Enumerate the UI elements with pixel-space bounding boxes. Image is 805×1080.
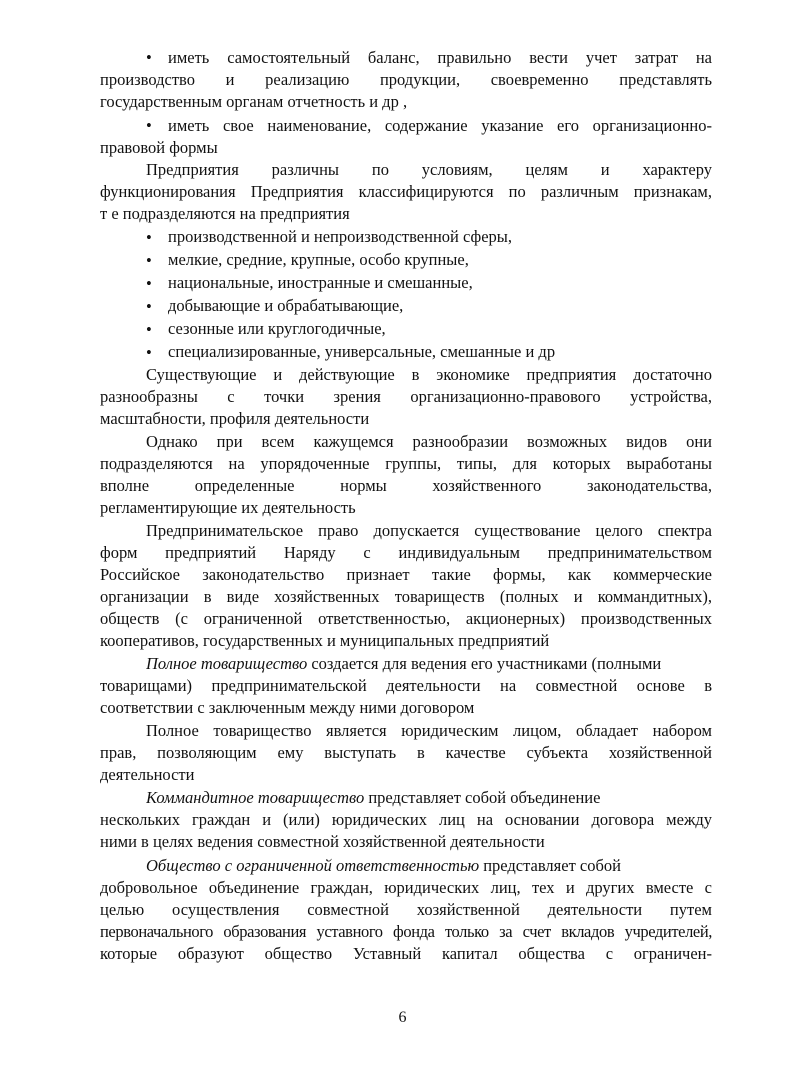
text-line: прав, позволяющим ему выступать в качестве субъекта хозяйственной bbox=[100, 743, 712, 762]
bullet-item bbox=[146, 272, 712, 294]
text-line: регламентирующие их деятельность bbox=[100, 498, 356, 517]
text-line: товарищами) предпринимательской деятельности на совместной основе в bbox=[100, 676, 712, 695]
bullet-text: • специализированные, универсальные, смешанные и др bbox=[146, 342, 555, 361]
paragraph-first-line: Предприятия различны по условиям, целям и характеру bbox=[146, 160, 712, 179]
text-line: т е подразделяются на предприятия bbox=[100, 204, 350, 223]
text-line: которые образуют общество Уставный капитал общества с ограничен- bbox=[100, 944, 712, 963]
text-line: соответствии с заключенным между ними договором bbox=[100, 698, 475, 717]
bullet-text: • мелкие, средние, крупные, особо крупные, bbox=[146, 250, 469, 269]
text-line: добровольное объединение граждан, юридических лиц, тех и других вместе с bbox=[100, 878, 712, 897]
bullet-text: • производственной и непроизводственной сферы, bbox=[146, 227, 512, 246]
text-line: деятельности bbox=[100, 765, 195, 784]
text-span: создается для ведения его участниками (полными bbox=[307, 654, 662, 673]
text-line: обществ (с ограниченной ответственностью, акционерных) производственных bbox=[100, 609, 712, 628]
paragraph-first-line: Полное товарищество является юридическим лицом, обладает набором bbox=[146, 721, 712, 740]
paragraph-first-line bbox=[146, 653, 712, 675]
bullet-item bbox=[146, 318, 712, 340]
text-line: целью осуществления совместной хозяйственной деятельности путем bbox=[100, 900, 712, 919]
text-line: первоначального образования уставного фонда только за счет вкладов учредителей, bbox=[100, 922, 712, 941]
bullet-text: • добывающие и обрабатывающие, bbox=[146, 296, 403, 315]
page-number: 6 bbox=[398, 1009, 407, 1026]
bullet-item bbox=[146, 295, 712, 317]
paragraph-first-line bbox=[146, 787, 712, 809]
bullet-item bbox=[146, 47, 712, 69]
bullet-item bbox=[146, 341, 712, 363]
text-span: представляет собой объединение bbox=[364, 788, 601, 807]
paragraph-first-line: Существующие и действующие в экономике предприятия достаточно bbox=[146, 365, 712, 384]
bullet-text: • сезонные или круглогодичные, bbox=[146, 319, 386, 338]
term-italic: Коммандитное товарищество bbox=[146, 788, 365, 807]
term-italic: Полное товарищество bbox=[146, 654, 308, 673]
paragraph-first-line: Предпринимательское право допускается существование целого спектра bbox=[146, 521, 712, 540]
text-line: подразделяются на упорядоченные группы, типы, для которых выработаны bbox=[100, 454, 712, 473]
bullet-item bbox=[146, 249, 712, 271]
text-line: вполне определенные нормы хозяйственного законодательства, bbox=[100, 476, 712, 495]
bullet-item bbox=[146, 226, 712, 248]
bullet-text: • иметь самостоятельный баланс, правильно вести учет затрат на bbox=[146, 47, 712, 69]
paragraph-first-line: Однако при всем кажущемся разнообразии возможных видов они bbox=[146, 432, 712, 451]
text-line: ними в целях ведения совместной хозяйственной деятельности bbox=[100, 832, 545, 851]
bullet-item bbox=[146, 115, 712, 137]
paragraph-first-line bbox=[146, 855, 712, 877]
text-line: организации в виде хозяйственных товариществ (полных и коммандитных), bbox=[100, 587, 712, 606]
text-line: государственным органам отчетность и др , bbox=[100, 92, 408, 111]
text-line: правовой формы bbox=[100, 138, 218, 157]
text-line: нескольких граждан и (или) юридических лиц на основании договора между bbox=[100, 810, 712, 829]
bullet-text: • национальные, иностранные и смешанные, bbox=[146, 273, 473, 292]
text-line: масштабности, профиля деятельности bbox=[100, 409, 370, 428]
text-line: разнообразны с точки зрения организационно-правового устройства, bbox=[100, 387, 712, 406]
text-line: форм предприятий Наряду с индивидуальным предпринимательством bbox=[100, 543, 712, 562]
text-span: представляет собой bbox=[479, 856, 621, 875]
text-line: производство и реализацию продукции, своевременно представлять bbox=[100, 70, 712, 89]
text-line: кооперативов, государственных и муниципальных предприятий bbox=[100, 631, 550, 650]
term-italic: Общество с ограниченной ответственностью bbox=[146, 856, 480, 875]
text-line: функционирования Предприятия классифицируются по различным признакам, bbox=[100, 182, 712, 201]
bullet-text: • иметь свое наименование, содержание указание его организационно- bbox=[146, 115, 712, 137]
text-line: Российское законодательство признает такие формы, как коммерческие bbox=[100, 565, 712, 584]
